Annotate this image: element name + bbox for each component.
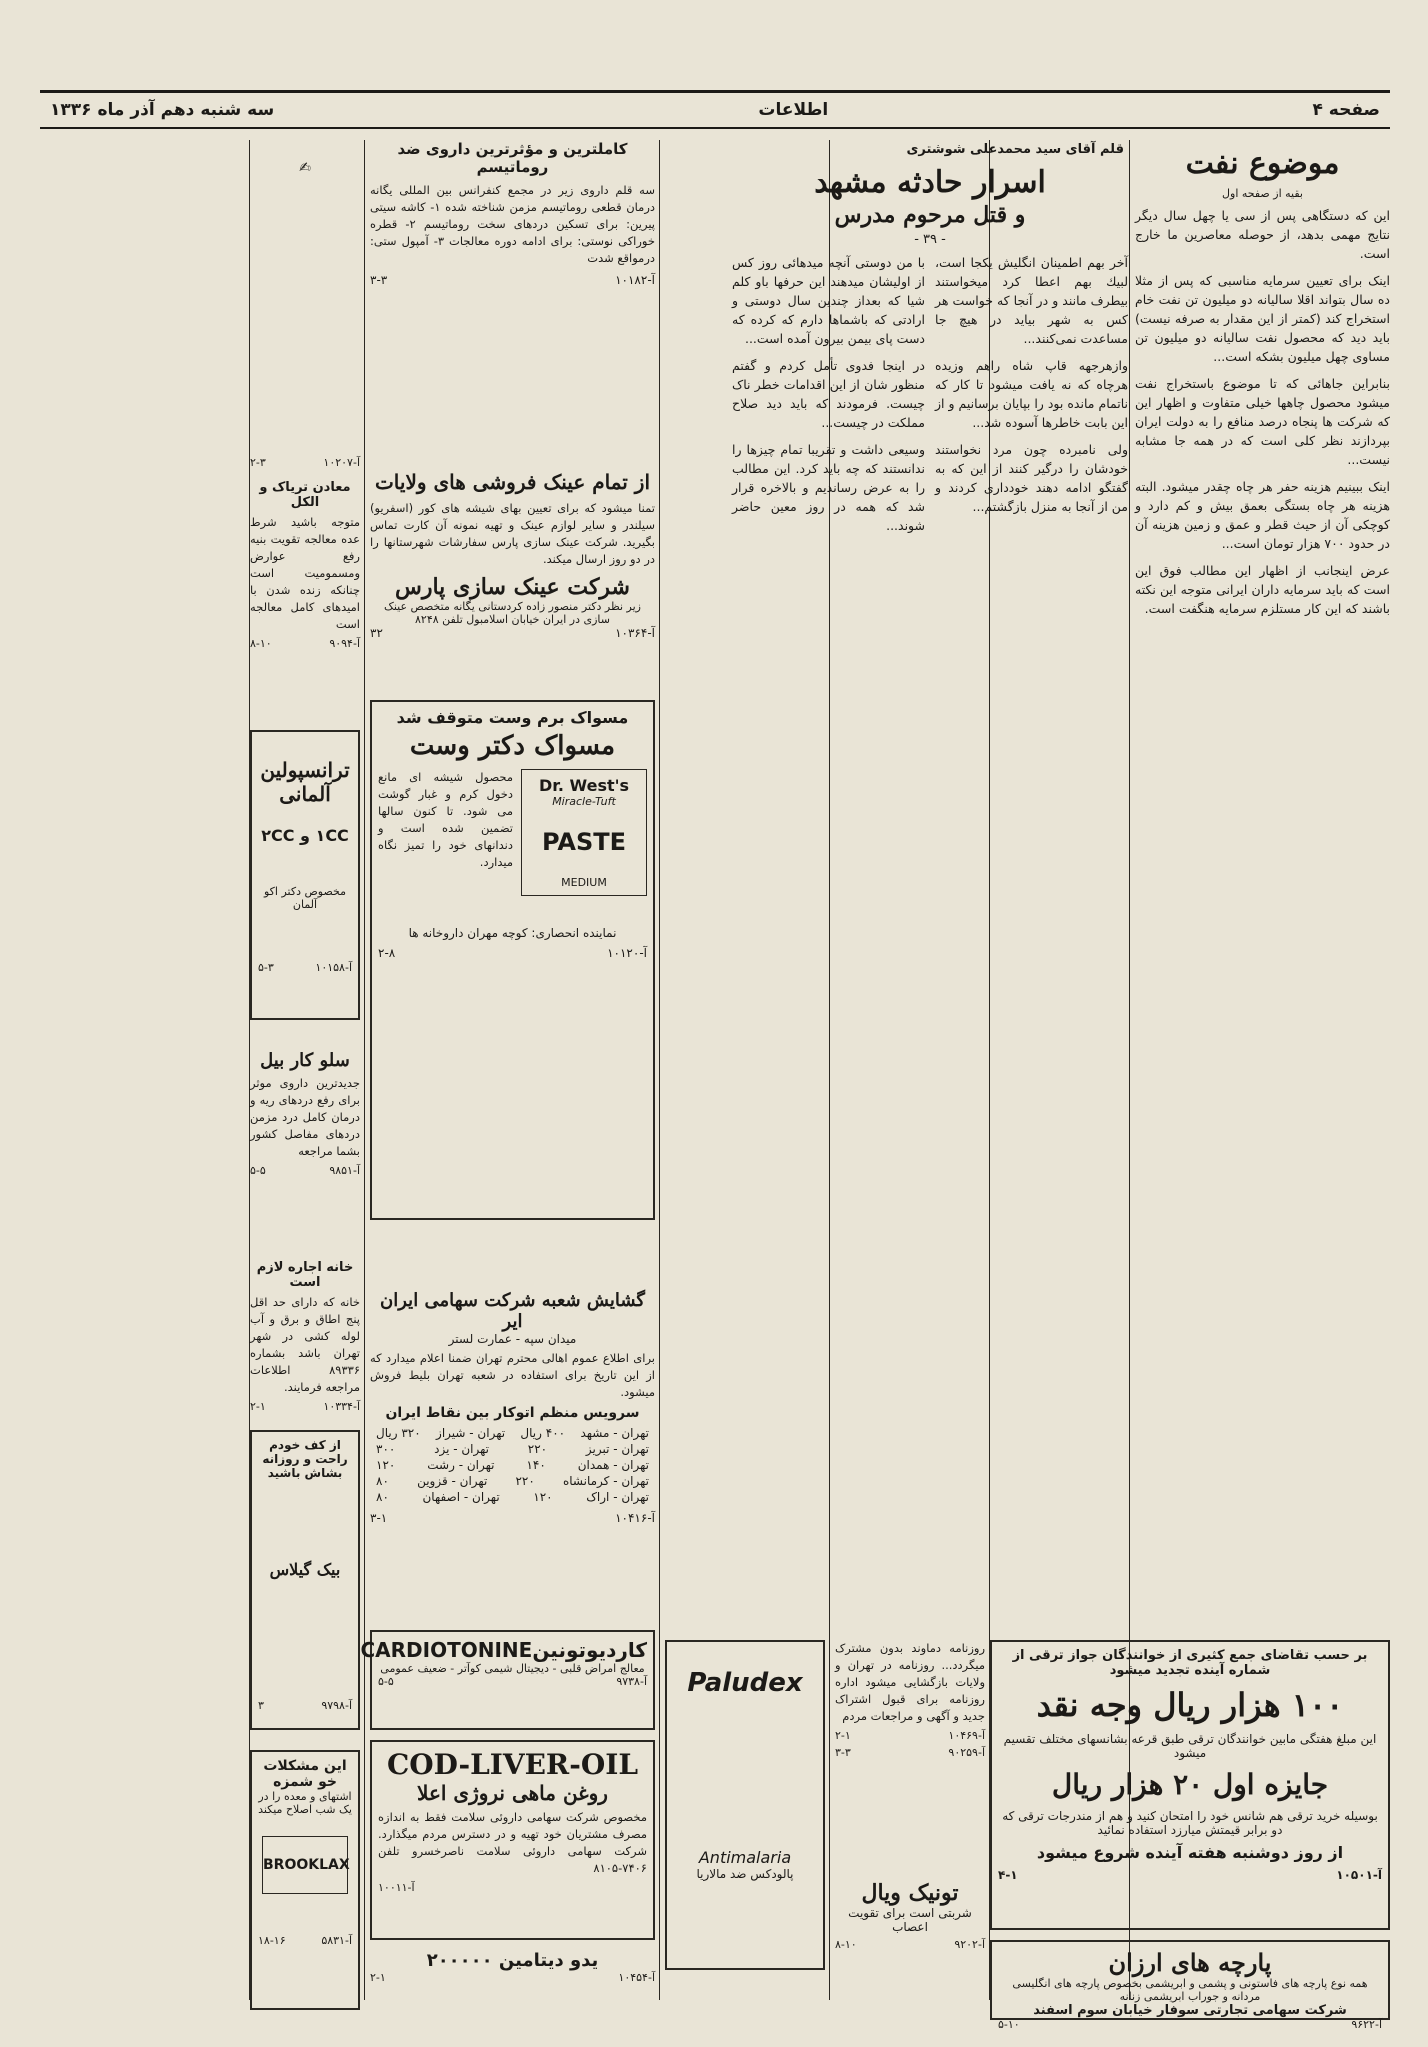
route-cell: ۸۰ [376, 1490, 389, 1504]
page-number: صفحه ۴ [1312, 100, 1380, 120]
salo-title: سلو کار بیل [260, 1050, 350, 1071]
ad-code: آ-۱۰۲۰۷ [323, 456, 360, 469]
route-row [370, 1457, 655, 1473]
brook-sub: اشتهای و معده را در یک شب اصلاح میکند [258, 1790, 352, 1816]
cod-body: مخصوص شرکت سهامی داروئی سلامت فقط به اندازه مصرف مشتریان خود تهیه و در دسترس مردم میگذارد. شرکت سهامی داروئی سلامت ناصرخسرو تلفن ۷۴۰۶-۸۱۰۵ [378, 1810, 647, 1875]
mine-body: متوجه باشید شرط عده معالجه تقویت بنیه رفع عوارض ومسمومیت است چنانکه زنده شدن با امیدهای کامل معالجه است [250, 515, 360, 631]
masthead [40, 90, 1390, 129]
mashhad-paragraph: در اینجا فدوی تأمل کردم و گفتم منظور شان از این اقدامات خطر ناک چیست. فرمودند که باید دید صلاح مملکت در چیست... [732, 358, 925, 430]
ad-ref: ۴-۱ [998, 1868, 1018, 1882]
tonic-title: تونیک ویال [861, 1880, 959, 1906]
ad-ref: ۲-۳ [250, 456, 266, 469]
lottery-prize: جایزه اول ۲۰ هزار ریال [1051, 1768, 1329, 1801]
route-cell: تهران - کرمانشاه [562, 1474, 649, 1488]
ad-ref: ۳-۳ [370, 273, 388, 287]
route-cell: ۳۲۰ ریال [376, 1426, 421, 1440]
lottery-ad [990, 1640, 1390, 1930]
route-cell: تهران - رشت [427, 1458, 495, 1472]
rent-title: خانه اجاره لازم است [256, 1260, 354, 1290]
tonic-ad [835, 1880, 985, 2020]
ad-code: آ-۱۰۰۱۱ [378, 1881, 415, 1894]
route-cell: تهران - قزوین [417, 1474, 488, 1488]
ad-code: آ-۱۰۵۰۱ [1336, 1868, 1382, 1882]
ad-code: آ-۱۰۴۱۶ [615, 1511, 655, 1525]
mashhad-subtitle: و قتل مرحوم مدرس [834, 202, 1026, 228]
route-cell: تهران - تبریز [585, 1442, 649, 1456]
rent-ad [250, 1260, 360, 1413]
ad-ref: ۳-۳ [835, 1746, 851, 1759]
oil-paragraph: عرض اینجانب از اظهار این مطالب فوق این است که باید سرمایه داران ایرانی متوجه این نکته باشند که این کار مستلزم سرمایه هنگفت است. [1135, 563, 1390, 616]
rheum-title: کاملترین و مؤثرترین داروی ضد روماتیسم [397, 140, 628, 176]
lottery-header: بر حسب تقاضای جمع کثیری از خوانندگان جواز ترقی از شماره آینده تجدید میشود [1012, 1648, 1368, 1678]
paludex-ad [665, 1640, 825, 1970]
ad-ref: ۸-۱۰ [835, 1938, 857, 1951]
rheum-ad [370, 140, 655, 450]
route-cell: ۸۰ [376, 1474, 389, 1488]
route-row [370, 1425, 655, 1441]
cardio-body: معالج امراض قلبی - دیجیتال شیمی کوآتر - ضعیف عمومی [380, 1662, 645, 1675]
lottery-subtext: این مبلغ هفتگی مابین خوانندگان ترقی طبق قرعه بشانسهای مختلف تقسیم میشود [1003, 1732, 1377, 1760]
trans-title: ترانسپولین آلمانی [260, 758, 350, 806]
ad-code: آ-۱۰۳۶۴ [615, 626, 655, 640]
cardio-fa: کاردیوتونین [532, 1638, 647, 1662]
ad-ref: ۳-۱ [370, 1511, 388, 1525]
newspaper-name: اطلاعات [758, 100, 829, 120]
toothbrush-body: محصول شیشه ای مانع دخول کرم و غبار گوشت می شود. تا کنون سالها تضمین شده است و دندانهای خود را تمیز نگاه میدارد. [378, 770, 513, 869]
series-number: - ۳۹ - [914, 232, 946, 247]
airline-body: برای اطلاع عموم اهالی محترم تهران ضمنا اعلام میدارد که از این تاریخ برای استفاده در شعبه تهران بلیط فروش میشود. [370, 1351, 655, 1399]
route-row [370, 1473, 655, 1489]
ad-code: آ-۹۸۵۱ [329, 1164, 360, 1177]
ad-code: آ-۹۰۹۴ [329, 637, 360, 650]
lottery-note: بوسیله خرید ترقی هم شانس خود را امتحان کنید و هم از مندرجات ترقی که دو برابر قیمتش میارزد استفاده نمائید [1002, 1809, 1378, 1837]
ad-code: آ-۹۷۹۸ [321, 1699, 352, 1712]
medium-label: MEDIUM [561, 876, 607, 889]
oil-paragraph: اینک برای تعیین سرمایه مناسبی که پس از مثلا ده سال بتواند اقلا سالیانه دو میلیون تن نفت خام استخراج کند (کمتر از این مقدار به صرفه نیست) باید دید که محصول نفت سالیانه دو میلیون تن مساوی چهل میلیون بشکه است... [1135, 273, 1390, 364]
route-cell: ۳۰۰ [376, 1442, 396, 1456]
vitamin-ad [370, 1950, 655, 2020]
route-table [370, 1425, 655, 1505]
fabric-ad [990, 1940, 1390, 2031]
ad-ref: ۲-۸ [378, 946, 396, 960]
ad-ref: ۵-۵ [250, 1164, 266, 1177]
ad-code: آ-۱۰۱۲۰ [607, 946, 647, 960]
route-cell: ۱۲۰ [376, 1458, 396, 1472]
optics-body: تمنا میشود که برای تعیین بهای شیشه های کور (اسفریو) سیلندر و سایر لوازم عینک و تهیه نمونه آن کارت تماس بگیرید. شرکت عینک سازی پارس سفارشات شهرستانها را در دو روز ارسال میکند. [370, 501, 655, 566]
route-cell: تهران - اراک [586, 1490, 649, 1504]
ad-ref: ۱۸-۱۶ [258, 1934, 286, 1947]
cardio-brand: CARDIOTONINE [360, 1638, 533, 1662]
transpoline-ad [250, 730, 360, 1020]
ad-ref: ۳ [258, 1699, 264, 1712]
salo-body: جدیدترین داروی موثر برای رفع دردهای ریه و درمان کامل درد مزمن دردهای مفاصل کشور بشما مراجعه [250, 1076, 360, 1158]
brook-title: این مشکلات خو شمزه [263, 1758, 347, 1790]
lottery-amount: ۱۰۰ هزار ریال وجه نقد [1036, 1686, 1344, 1724]
ad-ref: ۵-۳ [258, 961, 274, 974]
cardio-ad [360, 1630, 655, 1730]
route-cell: تهران - همدان [577, 1458, 649, 1472]
ad-code: آ-۱۰۳۳۴ [323, 1400, 360, 1413]
route-cell: تهران - مشهد [580, 1426, 649, 1440]
brand-name: Dr. West's [538, 776, 630, 795]
soap-brand: بیک گیلاس [269, 1560, 341, 1579]
ad-ref: ۲-۱ [370, 1971, 386, 1984]
paludex-brand: Paludex [687, 1668, 803, 1698]
lottery-start: از روز دوشنبه هفته آینده شروع میشود [1036, 1843, 1344, 1862]
airline-title: گشایش شعبه شرکت سهامی ایران ایر [380, 1290, 645, 1332]
soap-title: از کف خودم راحت و روزانه بشاش باشید [262, 1438, 348, 1480]
ad-ref: ۸-۱۰ [250, 637, 272, 650]
ad-code: آ-۹۰۲۵۹ [948, 1746, 985, 1759]
airline-address: میدان سپه - عمارت لستر [448, 1332, 577, 1346]
route-cell: ۲۲۰ [515, 1474, 535, 1488]
route-cell: ۲۲۰ [527, 1442, 548, 1456]
mashhad-paragraph: آخر بهم اطمینان انگلیش یکجا است، لبیك بهم اعطا كرد میخواستند بیطرف مانند و در آنجا كه خواست هر كس به شهر بیاید در هیچ جا مساعدت نمی‌كنند... [935, 255, 1128, 346]
vitamin-title: یدو دیتامین ۲۰۰۰۰۰ [426, 1950, 599, 1971]
ad-ref: ۵-۵ [378, 1675, 394, 1688]
oil-title: موضوع نفت [1185, 146, 1340, 181]
mine-title: معادن تریاک و الکل [259, 480, 351, 510]
ad-ref: ۵-۱۰ [998, 2018, 1020, 2031]
ad-ref: ۳۲ [370, 626, 383, 640]
ad-ref: ۲-۱ [250, 1400, 266, 1413]
notice-body: روزنامه دماوند بدون مشترک میگردد... روزنامه در تهران و ولایات بازگشایی میشود اداره روزنامه برای قبول اشتراک جدید و آگهی و مراجعات مردم [835, 1641, 985, 1723]
oil-paragraph: این که دستگاهی پس از سی یا چهل سال دیگر نتایج مهمی بدهد، از حوصله معاصرین ما خارج است. [1135, 208, 1390, 261]
toothbrush-agent: نماینده انحصاری: کوچه مهران داروخانه ها [408, 926, 617, 940]
mashhad-paragraph: وازهرجهه قاپ شاه راهم وزیده هرچاه که نه یافت میشود تا كار كه ناتمام مانده بود را بپایان برسانیم و از این بابت خاطرها آسوده شد... [935, 358, 1128, 430]
mashhad-paragraph: با من دوستی آنچه میدهائی روز كس از اولیشان میدهند این حرفها باو كلم شیا كه بعداز چندین سال دوستی و ارادتی كه باشماها دارم كه كرده كه دست پای بیمن بیرون آمده است... [732, 255, 925, 346]
route-cell: تهران - شیراز [436, 1426, 506, 1440]
route-cell: ۴۰۰ ریال [520, 1426, 566, 1440]
optics-company: شرکت عینک سازی پارس [394, 574, 630, 600]
ad-code: آ-۱۰۱۸۲ [615, 273, 655, 287]
ad-ref: ۲-۱ [835, 1729, 851, 1742]
ad-code: آ-۱۰۴۶۹ [948, 1729, 985, 1742]
mashhad-article [732, 140, 1128, 1340]
route-cell: تهران - اصفهان [422, 1490, 500, 1504]
route-cell: تهران - یزد [434, 1442, 490, 1456]
oil-continued: بقیه از صفحه اول [1222, 187, 1303, 200]
paludex-fa: پالودکس ضد مالاریا [696, 1867, 794, 1881]
route-row [370, 1441, 655, 1457]
soap-ad [250, 1430, 360, 1730]
mashhad-title: اسرار حادثه مشهد [814, 165, 1046, 200]
ad-code: آ-۹۲۰۲ [954, 1938, 985, 1951]
brand-tagline: Miracle-Tuft [552, 795, 616, 808]
newspaper-notice [835, 1640, 985, 1870]
cod-fa: روغن ماهی نروژی اعلا [417, 1781, 608, 1805]
cod-title: COD-LIVER-OIL [386, 1748, 638, 1781]
antimalaria-label: Antimalaria [698, 1848, 792, 1867]
tonic-body: شربتی است برای تقویت اعصاب [848, 1906, 972, 1934]
fabric-title: پارچه های ارزان [1108, 1948, 1272, 1977]
issue-date: سه شنبه دهم آذر ماه ۱۳۳۶ [50, 100, 275, 120]
toothbrush-t1: مسواک برم وست متوقف شد [396, 708, 629, 727]
ad-code: آ-۹۶۲۲ [1351, 2018, 1382, 2031]
ad-code: آ-۹۷۳۸ [616, 1675, 647, 1688]
oil-article [1135, 140, 1390, 1140]
oil-paragraph: اینک ببینیم هزینه حفر هر چاه چقدر میشود. البته هزینه هر چاه بستگی بعمق بیش و کم دارد و کوچکی آن از حیث قطر و عمق و زمین هزینه آن در حدود ۷۰۰ هزار تومان است... [1135, 479, 1390, 551]
fabric-company: شرکت سهامی تجارتی سوفار خیابان سوم اسفند [1033, 2003, 1347, 2018]
ad-code: آ-۱۰۱۵۸ [315, 961, 352, 974]
airline-service: سرویس منظم اتوکار بین نقاط ایران [385, 1405, 640, 1421]
rheum-body: سه قلم داروی زیر در مجمع کنفرانس بین المللی یگانه درمان قطعی روماتیسم مزمن شناخته شده ۱- کاشه سیتی پیرین: برای تسکین دردهای سخت روماتیسم ۲- قطره خوراکی نوستی: برای ادامه دوره معالجات ۳- آمپول ستی: درمواقع شدت [370, 183, 656, 265]
route-row [370, 1489, 655, 1505]
salo-ad [250, 1050, 360, 1250]
trans-sizes: ۱CC و ۲CC [261, 826, 349, 845]
mashhad-paragraph: ولی نامبرده چون مرد نخواستند خودشان را درگیر کنند از این که به گفتگو ادامه دهند خودداری کردند و من از آنجا به منزل بازگشتم... [935, 442, 1128, 514]
cod-liver-ad [370, 1740, 655, 1940]
oil-paragraph: بنابراین جاهائی که تا موضوع باستخراج نفت میشود محصول چاهها خیلی متفاوت و اظهار این که شرکت ها پنجاه درصد منافع را به دولت ایران بپردازند نظر کلی است که در همه جا مشابه نیست... [1135, 376, 1390, 467]
brook-brand: BROOKLAX [262, 1836, 348, 1894]
toothbrush-ad [370, 700, 655, 1220]
toothbrush-t2: مسواک دکتر وست [409, 731, 616, 761]
optics-title: از تمام عینک فروشی های ولایات [374, 470, 651, 494]
mashhad-paragraph: وسیعی داشت و تقریبا تمام چیزها را ندانستند كه چه باید كرد. این مطالب را به عرض رساندیم و بالاخره قرار شد كه همه در روز معین حاضر شوند... [732, 442, 925, 533]
byline: قلم آقای سید محمدعلی شوشتری [906, 142, 1124, 157]
route-cell: ۱۲۰ [533, 1490, 553, 1504]
optics-address: زیر نظر دکتر منصور زاده کردستانی یگانه متخصص عینک سازی در ایران خیابان اسلامبول تلفن ۸۲۴۸ [383, 600, 641, 626]
rent-body: خانه که دارای حد اقل پنج اطاق و برق و آب لوله کشی در شهر تهران باشد بشماره ۸۹۳۳۶ اطلاعات مراجعه فرمایند. [250, 1295, 360, 1394]
brooklax-ad [250, 1750, 360, 2010]
ad-code: آ-۵۸۳۱ [321, 1934, 352, 1947]
ad-code: آ-۱۰۴۵۴ [618, 1971, 655, 1984]
airline-ad [370, 1290, 655, 1620]
notice-ad: ✍ ۲-۳ آ-۱۰۲۰۷ [250, 160, 360, 469]
trans-agent: مخصوص دکتر اکو آلمان [263, 885, 346, 911]
paste-label: PASTE [541, 828, 626, 856]
route-cell: ۱۴۰ [526, 1458, 546, 1472]
fabric-body: همه نوع پارچه های فاستونی و پشمی و ابریشمی بخصوص پارچه های انگلیسی مردانه و جوراب ابریشمی زنانه [1012, 1977, 1368, 2003]
optics-ad [370, 470, 655, 670]
mine-ad [250, 480, 360, 710]
